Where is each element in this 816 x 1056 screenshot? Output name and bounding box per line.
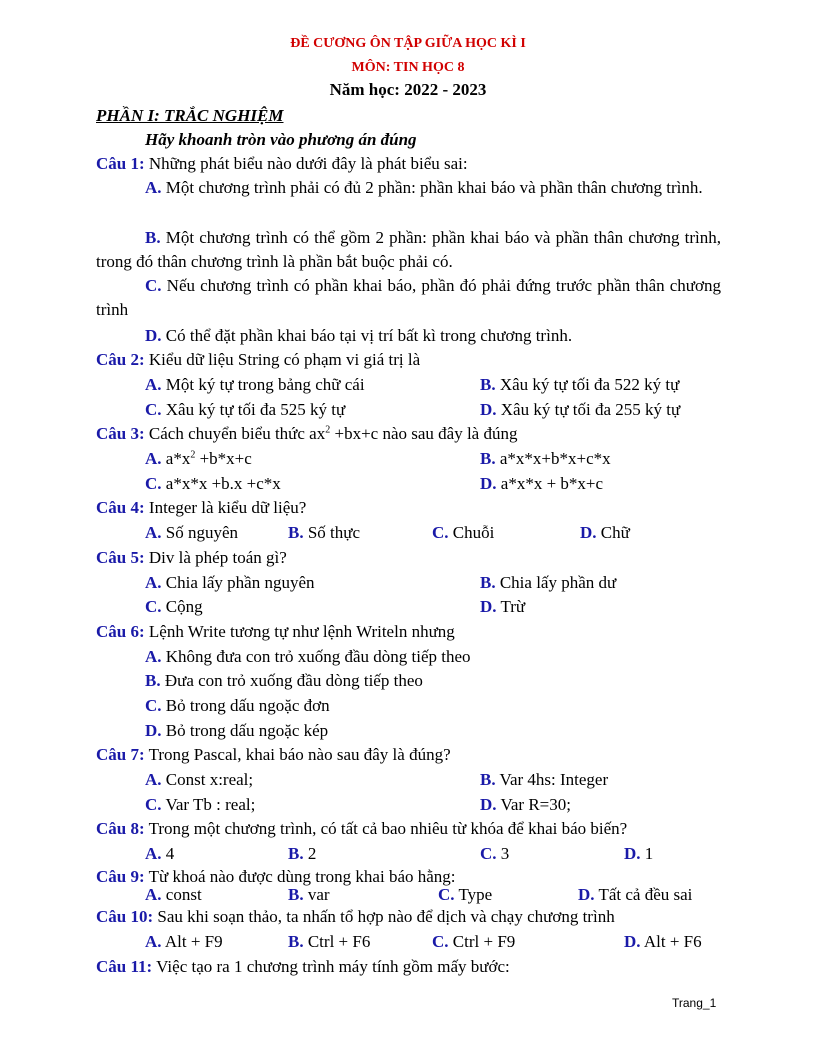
question-text: Trong Pascal, khai báo nào sau đây là đúng?: [148, 745, 451, 764]
option-text: Alt + F6: [643, 932, 702, 951]
option-key: D.: [578, 885, 595, 904]
option-key: B.: [288, 523, 304, 542]
question-5-option-a: [145, 573, 315, 593]
question-7: [96, 745, 451, 765]
option-text: Không đưa con trỏ xuống đầu dòng tiếp theo: [165, 647, 471, 666]
question-1-option-b: [96, 226, 721, 274]
question-5: [96, 548, 287, 568]
option-key: D.: [480, 474, 497, 493]
option-key: B.: [145, 228, 161, 247]
question-10: [96, 907, 615, 927]
question-label: Câu 6:: [96, 622, 145, 641]
option-text: Chia lấy phần nguyên: [165, 573, 315, 592]
option-key: C.: [145, 597, 162, 616]
option-text: Ctrl + F9: [452, 932, 516, 951]
question-7-option-c: [145, 795, 255, 815]
question-label: Câu 10:: [96, 907, 154, 926]
question-label: Câu 4:: [96, 498, 145, 517]
option-text: Số thực: [307, 523, 361, 542]
option-text: Một ký tự trong bảng chữ cái: [165, 375, 365, 394]
option-key: B.: [480, 770, 496, 789]
option-key: A.: [145, 178, 162, 197]
option-key: D.: [145, 326, 162, 345]
question-1-option-a: [96, 176, 721, 200]
option-text: Xâu ký tự tối đa 522 ký tự: [499, 375, 680, 394]
option-key: D.: [580, 523, 597, 542]
question-5-option-c: [145, 597, 203, 617]
option-key: C.: [432, 932, 449, 951]
option-text: 3: [500, 844, 510, 863]
option-key: B.: [288, 932, 304, 951]
option-key: D.: [145, 721, 162, 740]
question-3-option-b: [480, 449, 611, 469]
option-key: C.: [145, 795, 162, 814]
option-key: C.: [145, 276, 162, 295]
question-4-option-a: [145, 523, 238, 543]
option-text: Trừ: [500, 597, 526, 616]
option-text: 4: [165, 844, 175, 863]
question-9-option-c: [438, 885, 492, 905]
question-4: [96, 498, 306, 518]
question-text: Kiểu dữ liệu String có phạm vi giá trị là: [148, 350, 421, 369]
question-label: Câu 7:: [96, 745, 145, 764]
question-10-option-c: [432, 932, 515, 952]
question-7-option-b: [480, 770, 608, 790]
option-key: C.: [145, 400, 162, 419]
question-3-option-c: [145, 474, 281, 494]
option-key: D.: [624, 932, 641, 951]
option-key: A.: [145, 375, 162, 394]
question-text: Việc tạo ra 1 chương trình máy tính gồm mấy bước:: [156, 957, 510, 976]
question-1: [96, 154, 468, 174]
option-key: A.: [145, 932, 162, 951]
doc-year: Năm học: 2022 - 2023: [329, 80, 487, 99]
option-text: a*x*x +b.x +c*x: [165, 474, 281, 493]
question-9-option-b: [288, 885, 330, 905]
option-text: Có thể đặt phần khai báo tại vị trí bất kì trong chương trình.: [165, 326, 573, 345]
option-key: D.: [480, 597, 497, 616]
instruction: Hãy khoanh tròn vào phương án đúng: [145, 130, 417, 149]
question-label: Câu 9:: [96, 867, 145, 886]
option-text: a*x*x + b*x+c: [500, 474, 604, 493]
question-text: Trong một chương trình, có tất cả bao nhiêu từ khóa để khai báo biến?: [148, 819, 628, 838]
option-text: $a*x^2 +b*x+c$: [165, 449, 252, 468]
question-9: [96, 867, 456, 887]
option-text: Nếu chương trình có phần khai báo, phần đó phải đứng trước phần thân chương trình: [96, 276, 722, 319]
question-text: Lệnh Write tương tự như lệnh Writeln nhưng: [148, 622, 455, 641]
option-text: Alt + F9: [164, 932, 223, 951]
question-4-option-c: [432, 523, 494, 543]
question-10-option-d: [624, 932, 702, 952]
option-key: B.: [288, 885, 304, 904]
option-text: Tất cả đều sai: [598, 885, 693, 904]
option-text: Chuỗi: [452, 523, 495, 542]
part-title: PHẦN I: TRẮC NGHIỆM: [96, 106, 284, 125]
option-text: Một chương trình có thể gồm 2 phần: phần khai báo và phần thân chương trình, trong đó thân chương trình là phần bắt buộc phải có.: [96, 228, 722, 271]
question-2-option-a: [145, 375, 365, 395]
option-text: Số nguyên: [165, 523, 239, 542]
option-key: C.: [438, 885, 455, 904]
option-text: Chia lấy phần dư: [499, 573, 617, 592]
question-2-option-c: [145, 400, 345, 420]
option-key: B.: [145, 671, 161, 690]
question-label: Câu 2:: [96, 350, 145, 369]
question-10-option-a: [145, 932, 223, 952]
question-text: Những phát biểu nào dưới đây là phát biểu sai:: [148, 154, 468, 173]
question-5-option-b: [480, 573, 616, 593]
question-9-option-d: [578, 885, 692, 905]
option-text: Xâu ký tự tối đa 525 ký tự: [165, 400, 346, 419]
option-key: B.: [480, 573, 496, 592]
question-label: Câu 3:: [96, 424, 145, 443]
option-text: Bỏ trong dấu ngoặc đơn: [165, 696, 330, 715]
option-text: Đưa con trỏ xuống đầu dòng tiếp theo: [164, 671, 423, 690]
question-11: [96, 957, 510, 977]
question-1-option-d: [145, 326, 572, 346]
option-text: Chữ: [600, 523, 630, 542]
option-key: A.: [145, 885, 162, 904]
question-6: [96, 622, 455, 642]
option-key: A.: [145, 449, 162, 468]
option-text: Một chương trình phải có đủ 2 phần: phần khai báo và phần thân chương trình.: [165, 178, 703, 197]
option-text: Var 4hs: Integer: [499, 770, 609, 789]
question-6-option-c: [145, 696, 330, 716]
option-text: Cộng: [165, 597, 203, 616]
option-text: const: [165, 885, 202, 904]
question-text: Từ khoá nào được dùng trong khai báo hằng:: [148, 867, 456, 886]
page-number: Trang_1: [672, 996, 717, 1010]
question-7-option-a: [145, 770, 253, 790]
question-4-option-d: [580, 523, 630, 543]
option-key: C.: [145, 474, 162, 493]
question-3-option-d: [480, 474, 603, 494]
question-8-option-c: [480, 844, 509, 864]
option-key: A.: [145, 844, 162, 863]
option-text: 2: [307, 844, 317, 863]
question-text: Div là phép toán gì?: [148, 548, 287, 567]
question-3: [96, 424, 517, 444]
option-text: Ctrl + F6: [307, 932, 371, 951]
question-8-option-b: [288, 844, 316, 864]
option-key: A.: [145, 770, 162, 789]
question-6-option-d: [145, 721, 328, 741]
option-key: D.: [480, 400, 497, 419]
option-text: var: [307, 885, 330, 904]
option-text: Var Tb : real;: [165, 795, 256, 814]
question-10-option-b: [288, 932, 370, 952]
option-text: Xâu ký tự tối đa 255 ký tự: [500, 400, 681, 419]
question-text: Sau khi soạn thảo, ta nhấn tổ hợp nào để dịch và chạy chương trình: [157, 907, 615, 926]
option-text: 1: [644, 844, 654, 863]
option-key: C.: [480, 844, 497, 863]
question-label: Câu 11:: [96, 957, 153, 976]
option-key: D.: [624, 844, 641, 863]
doc-title: ĐỀ CƯƠNG ÔN TẬP GIỮA HỌC KÌ I: [290, 36, 526, 51]
question-9-option-a: [145, 885, 202, 905]
question-8: [96, 819, 627, 839]
question-label: Câu 5:: [96, 548, 145, 567]
question-label: Câu 1:: [96, 154, 145, 173]
option-text: Var R=30;: [500, 795, 571, 814]
option-key: A.: [145, 647, 162, 666]
option-key: C.: [145, 696, 162, 715]
question-8-option-a: [145, 844, 174, 864]
question-2: [96, 350, 420, 370]
option-key: C.: [432, 523, 449, 542]
option-key: B.: [288, 844, 304, 863]
question-5-option-d: [480, 597, 525, 617]
question-6-option-a: [145, 647, 471, 667]
option-text: a*x*x+b*x+c*x: [499, 449, 611, 468]
question-2-option-b: [480, 375, 679, 395]
option-text: Const x:real;: [165, 770, 254, 789]
question-text: Cách chuyển biểu thức $ax^2 +bx+c$ nào sau đây là đúng: [148, 424, 518, 443]
question-3-option-a: [145, 449, 252, 469]
question-8-option-d: [624, 844, 653, 864]
question-6-option-b: [145, 671, 423, 691]
doc-subject: MÔN: TIN HỌC 8: [351, 60, 465, 75]
question-4-option-b: [288, 523, 360, 543]
option-text: Type: [458, 885, 493, 904]
question-label: Câu 8:: [96, 819, 145, 838]
question-2-option-d: [480, 400, 680, 420]
question-7-option-d: [480, 795, 571, 815]
option-key: B.: [480, 375, 496, 394]
question-text: Integer là kiểu dữ liệu?: [148, 498, 307, 517]
option-key: A.: [145, 523, 162, 542]
option-key: D.: [480, 795, 497, 814]
option-key: B.: [480, 449, 496, 468]
option-text: Bỏ trong dấu ngoặc kép: [165, 721, 329, 740]
question-1-option-c: [96, 274, 721, 322]
option-key: A.: [145, 573, 162, 592]
